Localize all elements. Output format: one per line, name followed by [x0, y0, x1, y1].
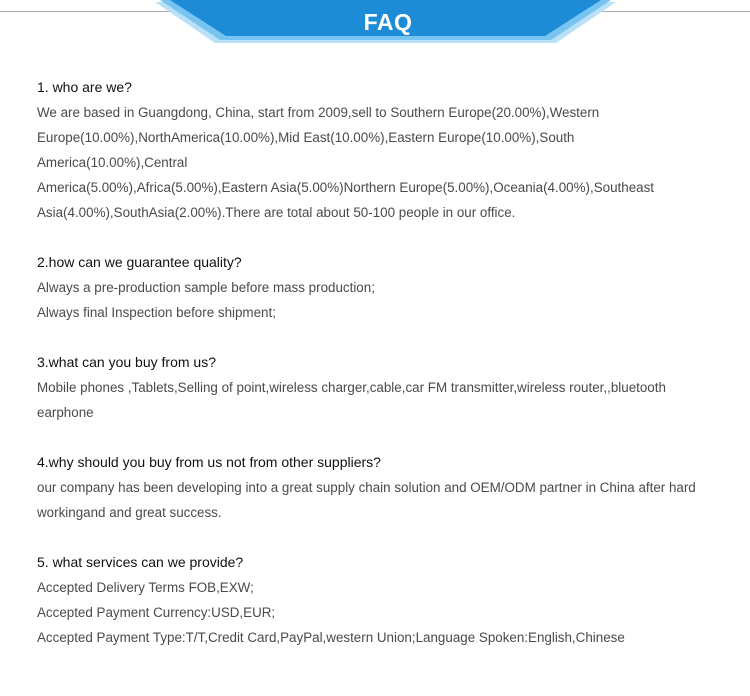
faq-answer-line: earphone [37, 405, 94, 420]
faq-question: 4.why should you buy from us not from other suppliers? [37, 454, 381, 470]
faq-item-why-us [37, 450, 737, 525]
faq-answer-line: our company has been developing into a great supply chain solution and OEM/ODM partner in China after hard [37, 480, 696, 495]
faq-answer [37, 575, 737, 650]
faq-answer-line: America(10.00%),Central [37, 155, 188, 170]
faq-answer-line: Accepted Delivery Terms FOB,EXW; [37, 580, 254, 595]
page-title: FAQ [363, 9, 413, 35]
faq-answer-line: America(5.00%),Africa(5.00%),Eastern Asia(5.00%)Northern Europe(5.00%),Oceania(4.00%),Southeast [37, 180, 655, 195]
faq-answer-line: Asia(4.00%),SouthAsia(2.00%).There are total about 50-100 people in our office. [37, 205, 516, 220]
faq-list [37, 75, 737, 675]
faq-answer [37, 475, 737, 525]
faq-question: 3.what can you buy from us? [37, 354, 216, 370]
faq-question: 5. what services can we provide? [37, 554, 244, 570]
faq-answer-line: Mobile phones ,Tablets,Selling of point,wireless charger,cable,car FM transmitter,wireless router,,bluetooth [37, 380, 666, 395]
faq-answer [37, 100, 737, 225]
faq-answer-line: workingand and great success. [37, 505, 222, 520]
faq-question: 1. who are we? [37, 79, 132, 95]
faq-answer-line: Accepted Payment Currency:USD,EUR; [37, 605, 276, 620]
faq-item-products [37, 350, 737, 425]
faq-banner [0, 0, 750, 50]
faq-question: 2.how can we guarantee quality? [37, 254, 242, 270]
faq-answer [37, 375, 737, 425]
faq-item-quality [37, 250, 737, 325]
faq-item-services [37, 550, 737, 650]
faq-answer-line: Accepted Payment Type:T/T,Credit Card,PayPal,western Union;Language Spoken:English,Chinese [37, 630, 625, 645]
faq-answer-line: Always a pre-production sample before mass production; [37, 280, 375, 295]
faq-answer-line: Always final Inspection before shipment; [37, 305, 276, 320]
faq-answer [37, 275, 737, 325]
faq-item-who-are-we [37, 75, 737, 225]
faq-answer-line: Europe(10.00%),NorthAmerica(10.00%),Mid East(10.00%),Eastern Europe(10.00%),South [37, 130, 575, 145]
faq-answer-line: We are based in Guangdong, China, start from 2009,sell to Southern Europe(20.00%),Western [37, 105, 600, 120]
